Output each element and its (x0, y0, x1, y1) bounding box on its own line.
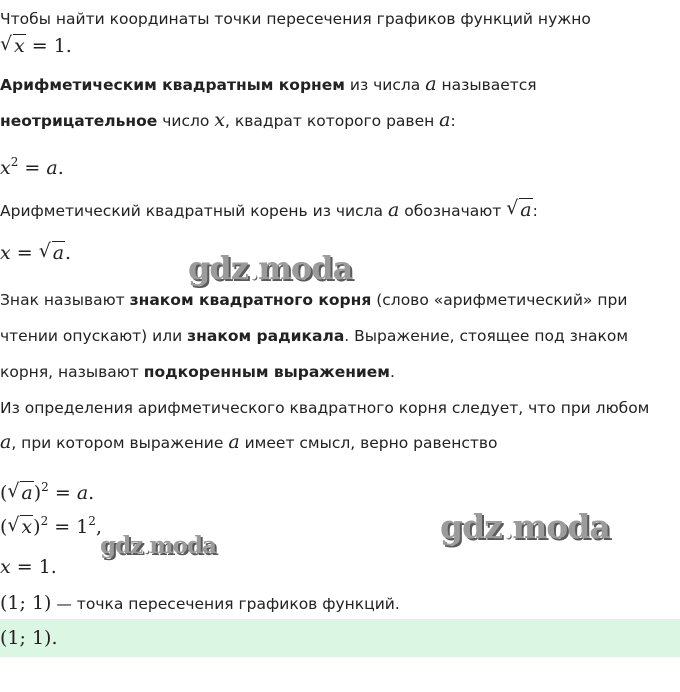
any-a-line: a, при котором выражение a имеет смысл, верно равенство (0, 431, 498, 453)
radicand-line: корня, называют подкоренным выражением. (0, 363, 395, 381)
answer-text: (1; 1). (0, 627, 58, 649)
equation-x-equals-1: x = 1. (0, 556, 57, 578)
watermark-logo: gdz.moda (440, 507, 610, 546)
equation-x-sqrt-a: x = √ a. (0, 243, 71, 263)
intersection-point-line: (1; 1) — точка пересечения графиков функций. (0, 592, 400, 614)
definition-line: Арифметическим квадратным корнем из числа a называется (0, 73, 537, 95)
nonnegative-line: неотрицательное число x, квадрат которого равен a: (0, 109, 456, 131)
watermark-logo: gdz.moda (188, 249, 353, 287)
equation-sqrt-a-squared: (√ a)$^2$ = a. (0, 477, 94, 503)
reading-line: чтении опускают) или знаком радикала. Выражение, стоящее под знаком (0, 327, 629, 345)
equation-x-squared: $x^2 = a$. (0, 155, 64, 179)
denote-line: Арифметический квадратный корень из числа a обозначают √ a: (0, 200, 538, 221)
watermark-logo: gdz.moda (100, 532, 216, 559)
equation-sqrt-x-squared: (√ $x)^2 = 1^2$, (0, 511, 102, 537)
answer-highlight (0, 619, 680, 657)
follows-line: Из определения арифметического квадратного корня следует, что при любом (0, 399, 650, 417)
equation-sqrt-x-equals-1: √ x = 1. (0, 36, 72, 56)
intro-line: Чтобы найти координаты точки пересечения графиков функций нужно (0, 10, 591, 28)
sign-line: Знак называют знаком квадратного корня (слово «арифметический» при (0, 291, 628, 309)
